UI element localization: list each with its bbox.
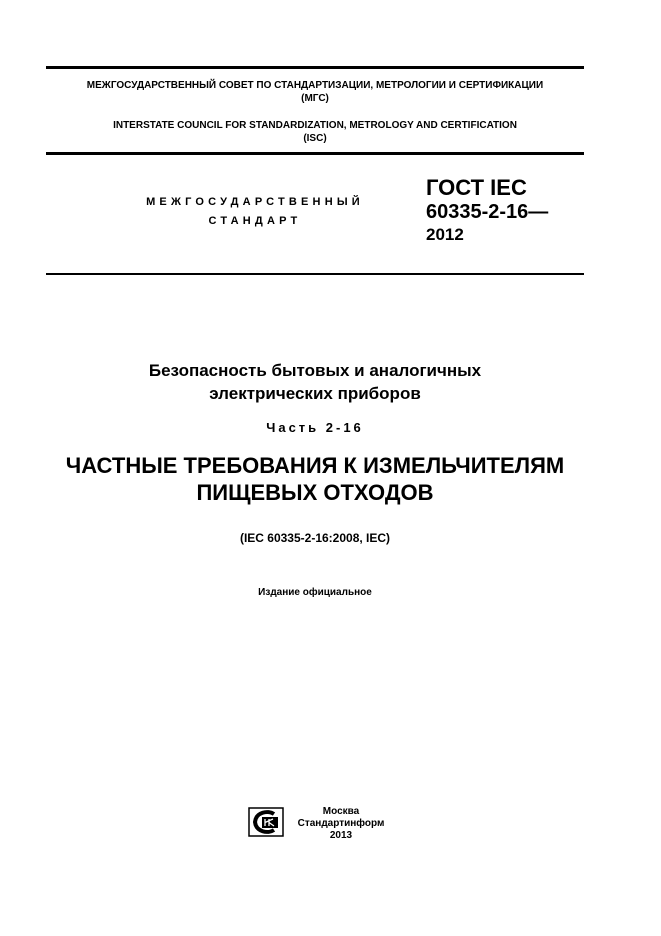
standard-code-line1: ГОСТ IEC xyxy=(426,175,527,200)
top-rule xyxy=(46,66,584,69)
standard-code-year: 2012 xyxy=(426,225,464,244)
main-title-line2: ПИЩЕВЫХ ОТХОДОВ xyxy=(196,480,434,505)
part-label: Часть 2-16 xyxy=(266,420,364,435)
title-line2: электрических приборов xyxy=(209,384,421,403)
council-name-ru: МЕЖГОСУДАРСТВЕННЫЙ СОВЕТ ПО СТАНДАРТИЗАЦИИ, МЕТРОЛОГИИ И СЕРТИФИКАЦИИ xyxy=(86,80,544,91)
publisher-name: Стандартинформ xyxy=(297,818,385,829)
publication-year: 2013 xyxy=(329,830,353,841)
bottom-rule xyxy=(46,273,584,275)
standard-type-line2: СТАНДАРТ xyxy=(208,215,302,227)
edition-note: Издание официальное xyxy=(258,587,372,598)
council-name-en: INTERSTATE COUNCIL FOR STANDARDIZATION, METROLOGY AND CERTIFICATION xyxy=(113,120,517,131)
council-abbr-ru: (МГС) xyxy=(301,93,329,104)
standard-type-line1: МЕЖГОСУДАРСТВЕННЫЙ xyxy=(146,196,364,208)
publisher-city: Москва xyxy=(322,806,360,817)
iec-reference: (IEC 60335-2-16:2008, IEC) xyxy=(239,531,391,545)
main-title-line1: ЧАСТНЫЕ ТРЕБОВАНИЯ К ИЗМЕЛЬЧИТЕЛЯМ xyxy=(65,453,565,478)
middle-rule xyxy=(46,152,584,155)
standard-code-line2: 60335-2-16— xyxy=(426,201,549,223)
title-line1: Безопасность бытовых и аналогичных xyxy=(148,361,482,380)
standartinform-logo-icon xyxy=(248,807,284,837)
council-abbr-en: (ISC) xyxy=(303,133,327,144)
